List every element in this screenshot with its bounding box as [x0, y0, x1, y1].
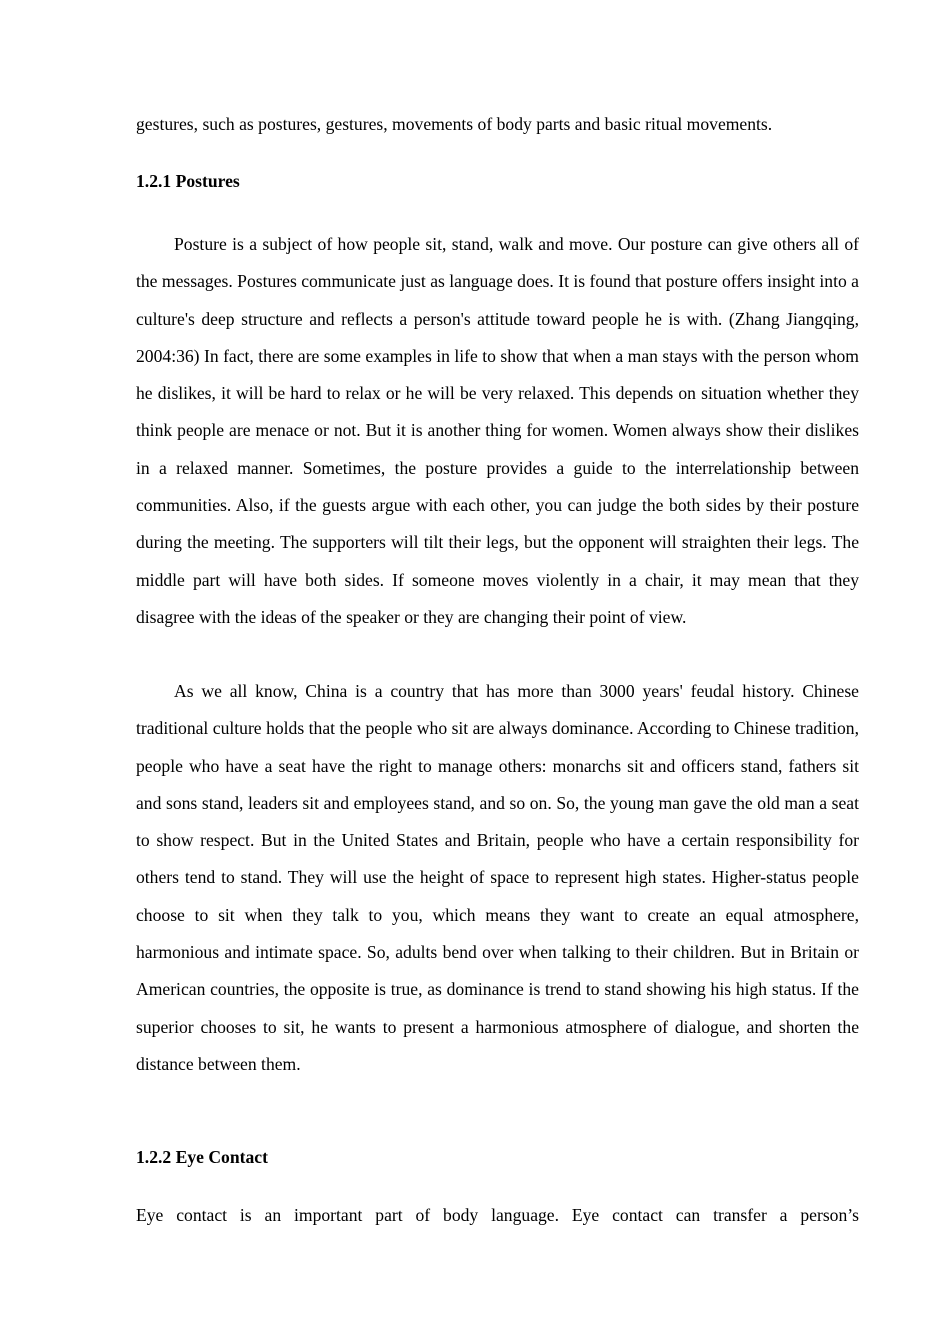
postures-paragraph-2: As we all know, China is a country that has more than 3000 years' feudal history. Chinese traditional culture holds that the people who sit are always dominance. According to Chinese tradition, people who have a seat have the right to manage others: monarchs sit and officers stand, fathers sit and sons stand, leaders sit and employees stand, and so on. So, the young man gave the old man a seat to show respect. But in the United States and Britain, people who have a certain responsibility for others tend to stand. They will use the height of space to represent high states. Higher-status people choose to sit when they talk to you, which means they want to create an equal atmosphere, harmonious and intimate space. So, adults bend over when talking to their children. But in Britain or American countries, the opposite is true, as dominance is trend to stand showing his high status. If the superior chooses to sit, he wants to present a harmonious atmosphere of dialogue, and shorten the distance between them. — [136, 681, 859, 1074]
postures-paragraph-1: Posture is a subject of how people sit, stand, walk and move. Our posture can give others all of the messages. Postures communicate just as language does. It is found that posture offers insight into a culture's deep structure and reflects a person's attitude toward people he is with. (Zhang Jiangqing, 2004:36) In fact, there are some examples in life to show that when a man stays with the person whom he dislikes, it will be hard to relax or he will be very relaxed. This depends on situation whether they think people are menace or not. But it is another thing for women. Women always show their dislikes in a relaxed manner. Sometimes, the posture provides a guide to the interrelationship between communities. Also, if the guests argue with each other, you can judge the both sides by their posture during the meeting. The supporters will tilt their legs, but the opponent will straighten their legs. The middle part will have both sides. If someone moves violently in a chair, it may mean that they disagree with the ideas of the speaker or they are changing their point of view. — [136, 234, 859, 627]
opening-line: gestures, such as postures, gestures, movements of body parts and basic ritual movements. — [136, 114, 773, 134]
section-heading-postures: 1.2.1 Postures — [136, 171, 240, 191]
section-heading-eye-contact: 1.2.2 Eye Contact — [136, 1147, 268, 1167]
eye-contact-paragraph: Eye contact is an important part of body language. Eye contact can transfer a person’s — [136, 1205, 859, 1225]
